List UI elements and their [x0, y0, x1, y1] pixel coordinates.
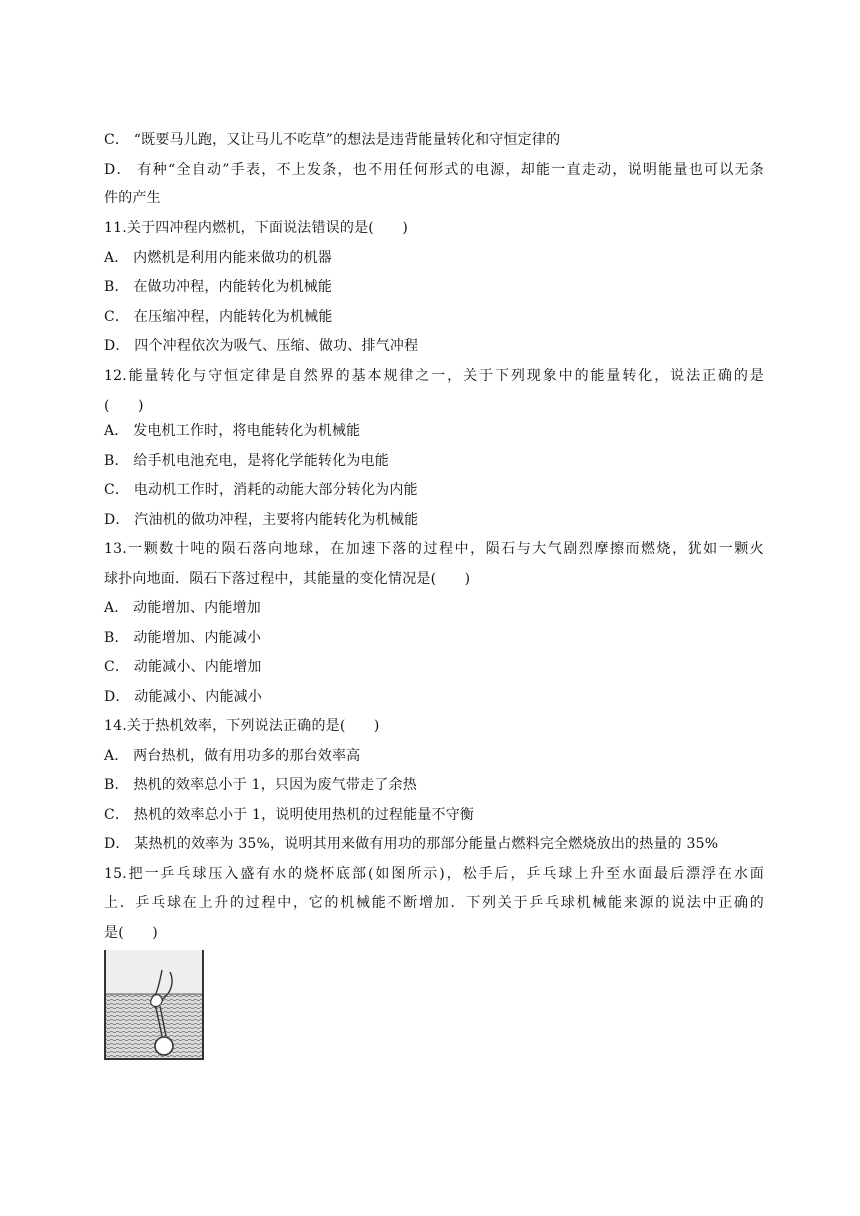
option-14a: A． 两台热机，做有用功多的那台效率高: [104, 748, 361, 764]
option-12d: D． 汽油机的做功冲程，主要将内能转化为机械能: [104, 512, 419, 528]
pingpong-ball-icon: [155, 1037, 173, 1055]
option-12a: A． 发电机工作时，将电能转化为机械能: [104, 423, 361, 439]
option-12c: C． 电动机工作时，消耗的动能大部分转化为内能: [104, 482, 418, 498]
option-12b: B． 给手机电池充电，是将化学能转化为电能: [104, 453, 389, 469]
question-13-line1: 13.一颗数十吨的陨石落向地球，在加速下落的过程中，陨石与大气剧烈摩擦而燃烧，犹如一颗火: [104, 541, 764, 557]
question-15-line2: 上．乒乓球在上升的过程中，它的机械能不断增加．下列关于乒乓球机械能来源的说法中正确的: [104, 895, 764, 911]
question-15-line3: 是( ): [104, 925, 158, 941]
option-11c: C． 在压缩冲程，内能转化为机械能: [104, 309, 333, 325]
option-13c: C． 动能减小、内能增加: [104, 659, 262, 675]
question-13-line2: 球扑向地面．陨石下落过程中，其能量的变化情况是( ): [104, 571, 471, 587]
option-14d: D． 某热机的效率为 35%，说明其用来做有用功的那部分能量占燃料完全燃烧放出的热量的 35%: [104, 836, 719, 852]
option-10d-line1: D． 有种“全自动”手表，不上发条，也不用任何形式的电源，却能一直走动，说明能量也可以无条: [104, 162, 764, 178]
option-11d: D． 四个冲程依次为吸气、压缩、做功、排气冲程: [104, 338, 419, 354]
option-10d-line2: 件的产生: [104, 190, 161, 206]
option-13b: B． 动能增加、内能减小: [104, 630, 262, 646]
beaker-pingpong-figure: [104, 950, 204, 1060]
option-11a: A． 内燃机是利用内能来做功的机器: [104, 250, 332, 266]
question-11: 11.关于四冲程内燃机，下面说法错误的是( ): [104, 220, 408, 236]
option-10c: C． “既要马儿跑，又让马儿不吃草”的想法是违背能量转化和守恒定律的: [104, 132, 561, 148]
question-14: 14.关于热机效率，下列说法正确的是( ): [104, 718, 380, 734]
option-11b: B． 在做功冲程，内能转化为机械能: [104, 279, 333, 295]
option-13d: D． 动能减小、内能减小: [104, 689, 263, 705]
question-12-line2: ( ): [104, 398, 144, 414]
option-13a: A． 动能增加、内能增加: [104, 600, 261, 616]
option-14c: C． 热机的效率总小于 1，说明使用热机的过程能量不守衡: [104, 807, 475, 823]
question-15-line1: 15.把一乒乓球压入盛有水的烧杯底部(如图所示)，松手后，乒乓球上升至水面最后漂浮在水面: [104, 866, 764, 882]
question-12-line1: 12.能量转化与守恒定律是自然界的基本规律之一，关于下列现象中的能量转化，说法正确的是: [104, 368, 764, 384]
option-14b: B． 热机的效率总小于 1，只因为废气带走了余热: [104, 777, 417, 793]
